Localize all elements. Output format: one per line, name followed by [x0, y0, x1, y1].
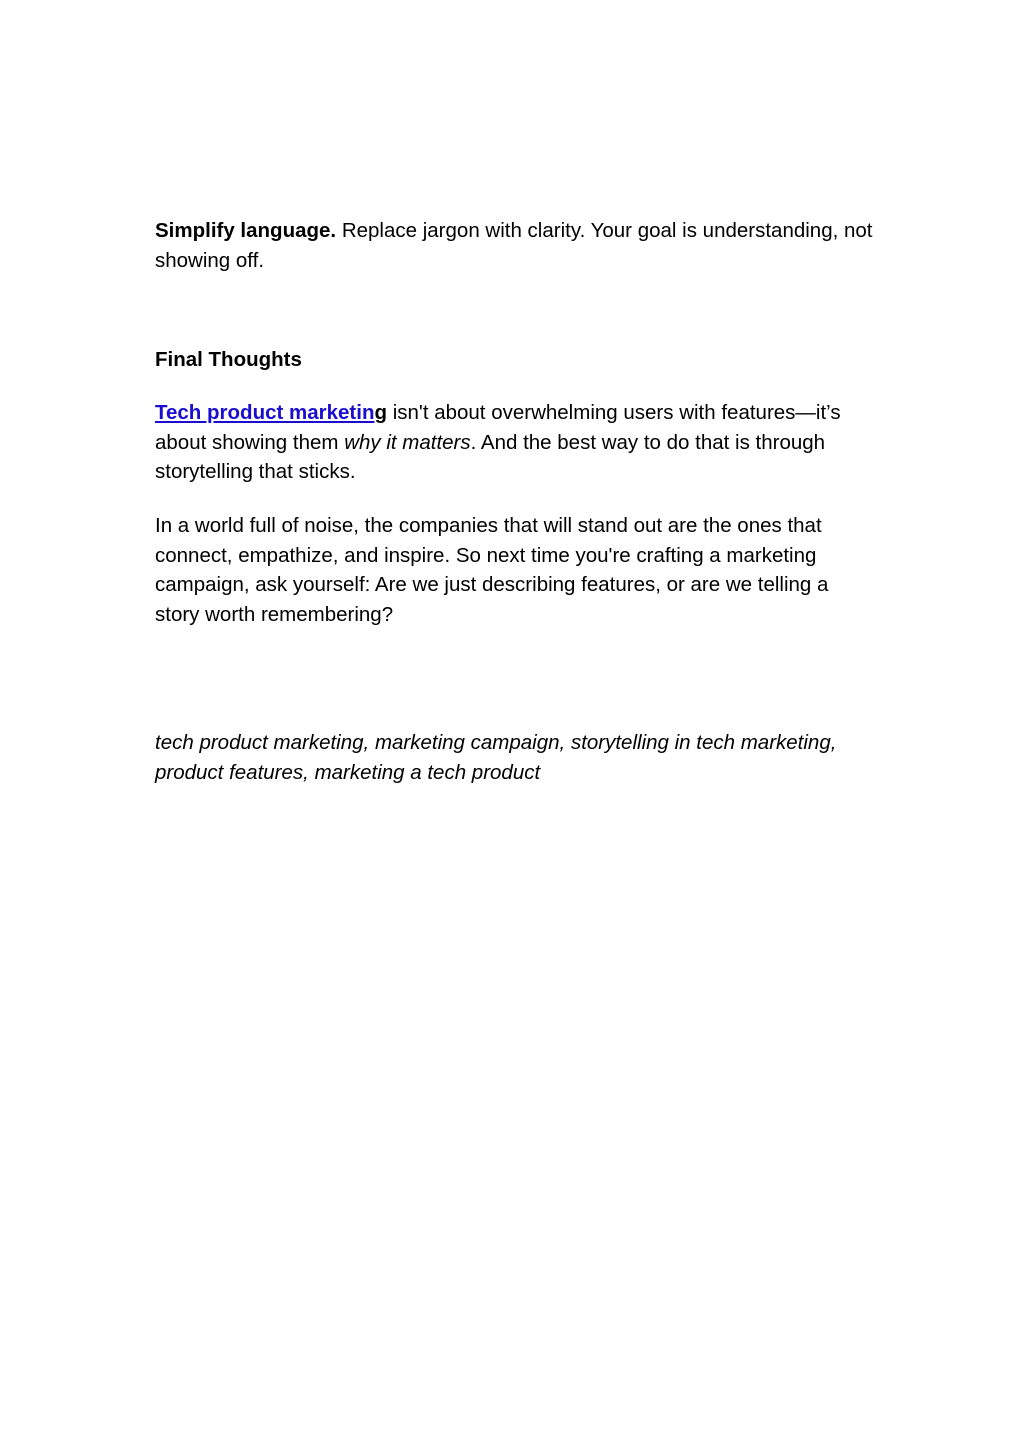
keyword-separator: , — [559, 731, 571, 754]
keyword-5: marketing a tech product — [314, 760, 541, 784]
simplify-language-paragraph — [155, 216, 875, 275]
keyword-separator: , — [830, 731, 837, 754]
para1-emphasis: why it matters — [344, 430, 471, 454]
keyword-2: marketing campaign — [374, 731, 560, 754]
final-thoughts-paragraph-2: In a world full of noise, the companies that will stand out are the ones that connect, empathize, and inspire. So next time you're crafting a marketing campaign, ask yourself: Are we just describing features, or are we telling a story worth remembering? — [155, 514, 829, 626]
tip-text: Replace jargon with clarity. Your goal is understanding, not showing off. — [155, 219, 873, 272]
keyword-separator: , — [303, 760, 315, 784]
keyword-1: tech product marketing — [155, 731, 364, 754]
keyword-4: product features — [155, 760, 304, 784]
tip-lead: Simplify language. — [155, 219, 337, 242]
link-tail: g — [374, 401, 387, 424]
final-thoughts-paragraph-1 — [155, 398, 875, 487]
keyword-separator: , — [363, 731, 375, 754]
para1-text-b: . And the best way to do that is through storytelling that sticks. — [155, 430, 826, 483]
keywords-line — [155, 728, 875, 787]
tech-product-marketing-link[interactable]: Tech product marketin — [155, 401, 375, 424]
para1-text-a: isn't about overwhelming users with features—it’s about showing them — [155, 401, 841, 454]
final-thoughts-heading: Final Thoughts — [155, 348, 302, 371]
keyword-3: storytelling in tech marketing — [570, 731, 831, 754]
